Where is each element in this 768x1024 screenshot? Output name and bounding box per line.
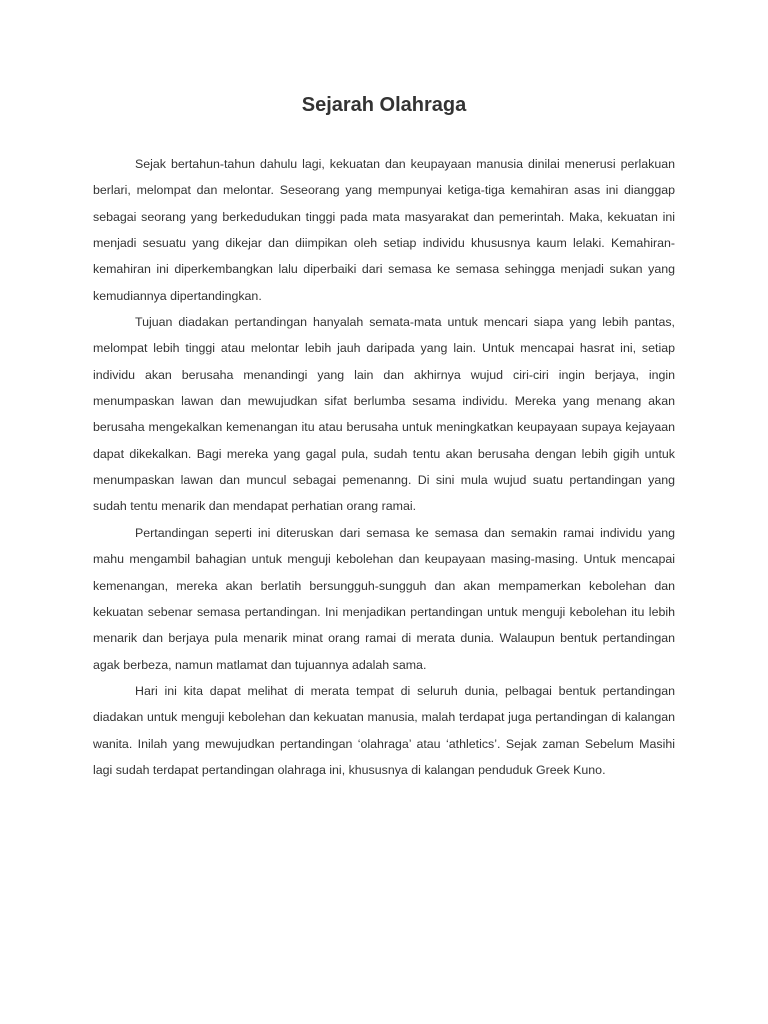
paragraph-2: Tujuan diadakan pertandingan hanyalah semata-mata untuk mencari siapa yang lebih pantas, melompat lebih tinggi atau melontar lebih jauh daripada yang lain. Untuk mencapai hasrat ini, setiap individu akan berusaha menandingi yang lain dan akhirnya wujud ciri-ciri ingin berjaya, ingin menumpaskan lawan dan mewujudkan sifat berlumba sesama individu. Mereka yang menang akan berusaha mengekalkan kemenangan itu atau berusaha untuk meningkatkan keupayaan supaya kejayaan dapat dikekalkan. Bagi mereka yang gagal pula, sudah tentu akan berusaha dengan lebih gigih untuk menumpaskan lawan dan muncul sebagai pemenanng. Di sini mula wujud suatu pertandingan yang sudah tentu menarik dan mendapat perhatian orang ramai. <box>93 315 675 514</box>
paragraph-3: Pertandingan seperti ini diteruskan dari semasa ke semasa dan semakin ramai individu yang mahu mengambil bahagian untuk menguji kebolehan dan keupayaan masing-masing. Untuk mencapai kemenangan, mereka akan berlatih bersungguh-sungguh dan akan mempamerkan kebolehan dan kekuatan sebenar semasa pertandingan. Ini menjadikan pertandingan untuk menguji kebolehan itu lebih menarik dan berjaya pula menarik minat orang ramai di merata dunia. Walaupun bentuk pertandingan agak berbeza, namun matlamat dan tujuannya adalah sama. <box>93 525 675 672</box>
paragraph-4: Hari ini kita dapat melihat di merata tempat di seluruh dunia, pelbagai bentuk pertandingan diadakan untuk menguji kebolehan dan kekuatan manusia, malah terdapat juga pertandingan di kalangan wanita. Inilah yang mewujudkan pertandingan ‘olahraga’ atau ‘athletics’. Sejak zaman Sebelum Masihi lagi sudah terdapat pertandingan olahraga ini, khususnya di kalangan penduduk Greek Kuno. <box>93 683 675 777</box>
paragraph-1: Sejak bertahun-tahun dahulu lagi, kekuatan dan keupayaan manusia dinilai menerusi perlakuan berlari, melompat dan melontar. Seseorang yang mempunyai ketiga-tiga kemahiran asas ini dianggap sebagai seorang yang berkedudukan tinggi pada mata masyarakat dan pemerintah. Maka, kekuatan ini menjadi sesuatu yang dikejar dan diimpikan oleh setiap individu khususnya kaum lelaki. Kemahiran-kemahiran ini diperkembangkan lalu diperbaiki dari semasa ke semasa sehingga menjadi sukan yang kemudiannya dipertandingkan. <box>93 157 675 303</box>
document-body <box>93 151 675 783</box>
page-title: Sejarah Olahraga <box>301 94 467 116</box>
